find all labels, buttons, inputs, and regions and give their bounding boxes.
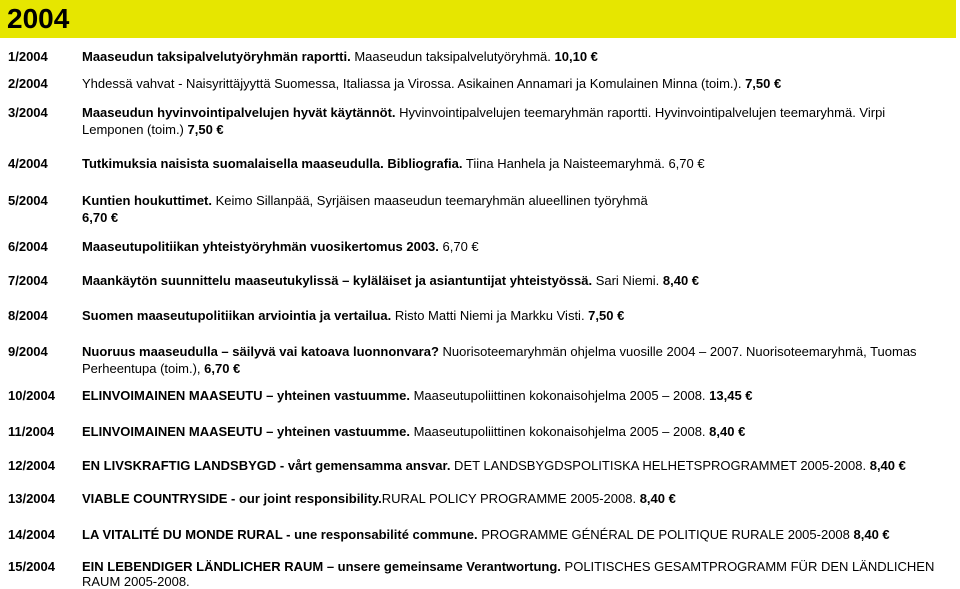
publication-price: 8,40 € (709, 424, 746, 439)
publication-details: Tiina Hanhela ja Naisteemaryhmä. (462, 156, 669, 171)
publication-number: 4/2004 (8, 156, 48, 171)
publication-details: DET LANDSBYGDSPOLITISKA HELHETSPROGRAMMET 2005-2008. (450, 458, 870, 473)
publication-description (82, 238, 948, 255)
publication-details: Keimo Sillanpää, Syrjäisen maaseudun teemaryhmän alueellinen työryhmä (212, 193, 648, 208)
publication-description (82, 272, 948, 289)
publication-description (82, 104, 948, 138)
publication-details: PROGRAMME GÉNÉRAL DE POLITIQUE RURALE 2005-2008 (477, 527, 854, 542)
publication-number: 9/2004 (8, 344, 48, 359)
publication-price: 8,40 € (853, 527, 890, 542)
publication-description (82, 343, 948, 377)
publication-description (82, 490, 948, 507)
publication-details: Nuorisoteemaryhmän ohjelma vuosille 2004 – 2007. Nuorisoteemaryhmä, Tuomas Perheentupa (toim.), (82, 344, 917, 376)
publication-title: VIABLE COUNTRYSIDE - our joint responsibility. (82, 491, 382, 506)
publication-description (82, 559, 948, 589)
publication-details: Maaseudun taksipalvelutyöryhmä. (350, 49, 555, 64)
publication-details: Asikainen Annamari ja Komulainen Minna (toim.). (454, 76, 746, 91)
publication-description (82, 457, 948, 474)
publication-number: 13/2004 (8, 491, 55, 506)
publication-title: Yhdessä vahvat - Naisyrittäjyyttä Suomessa, Italiassa ja Virossa. (82, 76, 455, 91)
publication-number: 8/2004 (8, 308, 48, 323)
publication-price: 8,40 € (662, 273, 700, 288)
publication-description (82, 307, 948, 324)
publication-number: 6/2004 (8, 239, 48, 254)
publication-details: POLITISCHES GESAMTPROGRAMM FÜR DEN LÄNDLICHEN RAUM 2005-2008. (82, 559, 935, 589)
publication-details: Hyvinvointipalvelujen teemaryhmän raportti. Hyvinvointipalvelujen teemaryhmä. Virpi Lemponen (toim.) (82, 105, 886, 137)
publication-number: 7/2004 (8, 273, 48, 288)
publication-title: Nuoruus maaseudulla – säilyvä vai katoava luonnonvara? (82, 344, 439, 359)
publication-description (82, 75, 948, 92)
publication-title: Kuntien houkuttimet. (82, 193, 212, 208)
publication-title: Maaseudun hyvinvointipalvelujen hyvät käytännöt. (82, 105, 396, 120)
publication-price: 6,70 € (668, 156, 705, 171)
publication-number: 2/2004 (8, 76, 48, 91)
publication-price: 13,45 € (709, 388, 753, 403)
publication-number: 14/2004 (8, 527, 55, 542)
publication-title: Maankäytön suunnittelu maaseutukylissä – kyläläiset ja asiantuntijat yhteistyössä. (82, 273, 593, 288)
publication-title: EIN LEBENDIGER LÄNDLICHER RAUM – unsere gemeinsame Verantwortung. (82, 559, 561, 574)
publication-price: 6,70 € (442, 239, 479, 254)
publication-number: 15/2004 (8, 559, 55, 574)
publication-title: Maaseutupolitiikan yhteistyöryhmän vuosikertomus 2003. (82, 239, 439, 254)
publication-title: Tutkimuksia naisista suomalaisella maaseudulla. Bibliografia. (82, 156, 463, 171)
publication-description (82, 155, 948, 172)
publication-title: ELINVOIMAINEN MAASEUTU – yhteinen vastuumme. (82, 424, 410, 439)
publication-description (82, 423, 948, 440)
publication-description (82, 526, 948, 543)
publication-price: 7,50 € (187, 122, 224, 137)
publication-price: 7,50 € (588, 308, 625, 323)
publication-price: 6,70 € (82, 210, 119, 225)
publication-price: 10,10 € (554, 49, 598, 64)
publication-price: 8,40 € (639, 491, 676, 506)
publication-title: ELINVOIMAINEN MAASEUTU – yhteinen vastuumme. (82, 388, 410, 403)
publication-details: Maaseutupoliittinen kokonaisohjelma 2005 – 2008. (409, 424, 710, 439)
publication-number: 5/2004 (8, 193, 48, 208)
publication-number: 1/2004 (8, 49, 48, 64)
publication-description (82, 387, 948, 404)
publication-title: EN LIVSKRAFTIG LANDSBYGD - vårt gemensamma ansvar. (82, 458, 451, 473)
publication-number: 11/2004 (8, 424, 55, 439)
publication-details: Sari Niemi. (592, 273, 663, 288)
publication-description (82, 48, 948, 65)
publication-title: Suomen maaseutupolitiikan arviointia ja vertailua. (82, 308, 392, 323)
publication-details: Risto Matti Niemi ja Markku Visti. (391, 308, 589, 323)
publication-details: RURAL POLICY PROGRAMME 2005-2008. (381, 491, 640, 506)
publication-price: 7,50 € (745, 76, 782, 91)
publication-price: 8,40 € (869, 458, 906, 473)
publication-description (82, 192, 652, 226)
publication-number: 12/2004 (8, 458, 55, 473)
publication-details: Maaseutupoliittinen kokonaisohjelma 2005 – 2008. (409, 388, 710, 403)
publication-title: LA VITALITÉ DU MONDE RURAL - une responsabilité commune. (82, 527, 478, 542)
publication-price: 6,70 € (204, 361, 241, 376)
publication-number: 10/2004 (8, 388, 55, 403)
publication-title: Maaseudun taksipalvelutyöryhmän raportti. (82, 49, 351, 64)
year-heading: 2004 (7, 3, 70, 34)
publication-number: 3/2004 (8, 105, 48, 120)
year-header-bar (0, 0, 956, 38)
